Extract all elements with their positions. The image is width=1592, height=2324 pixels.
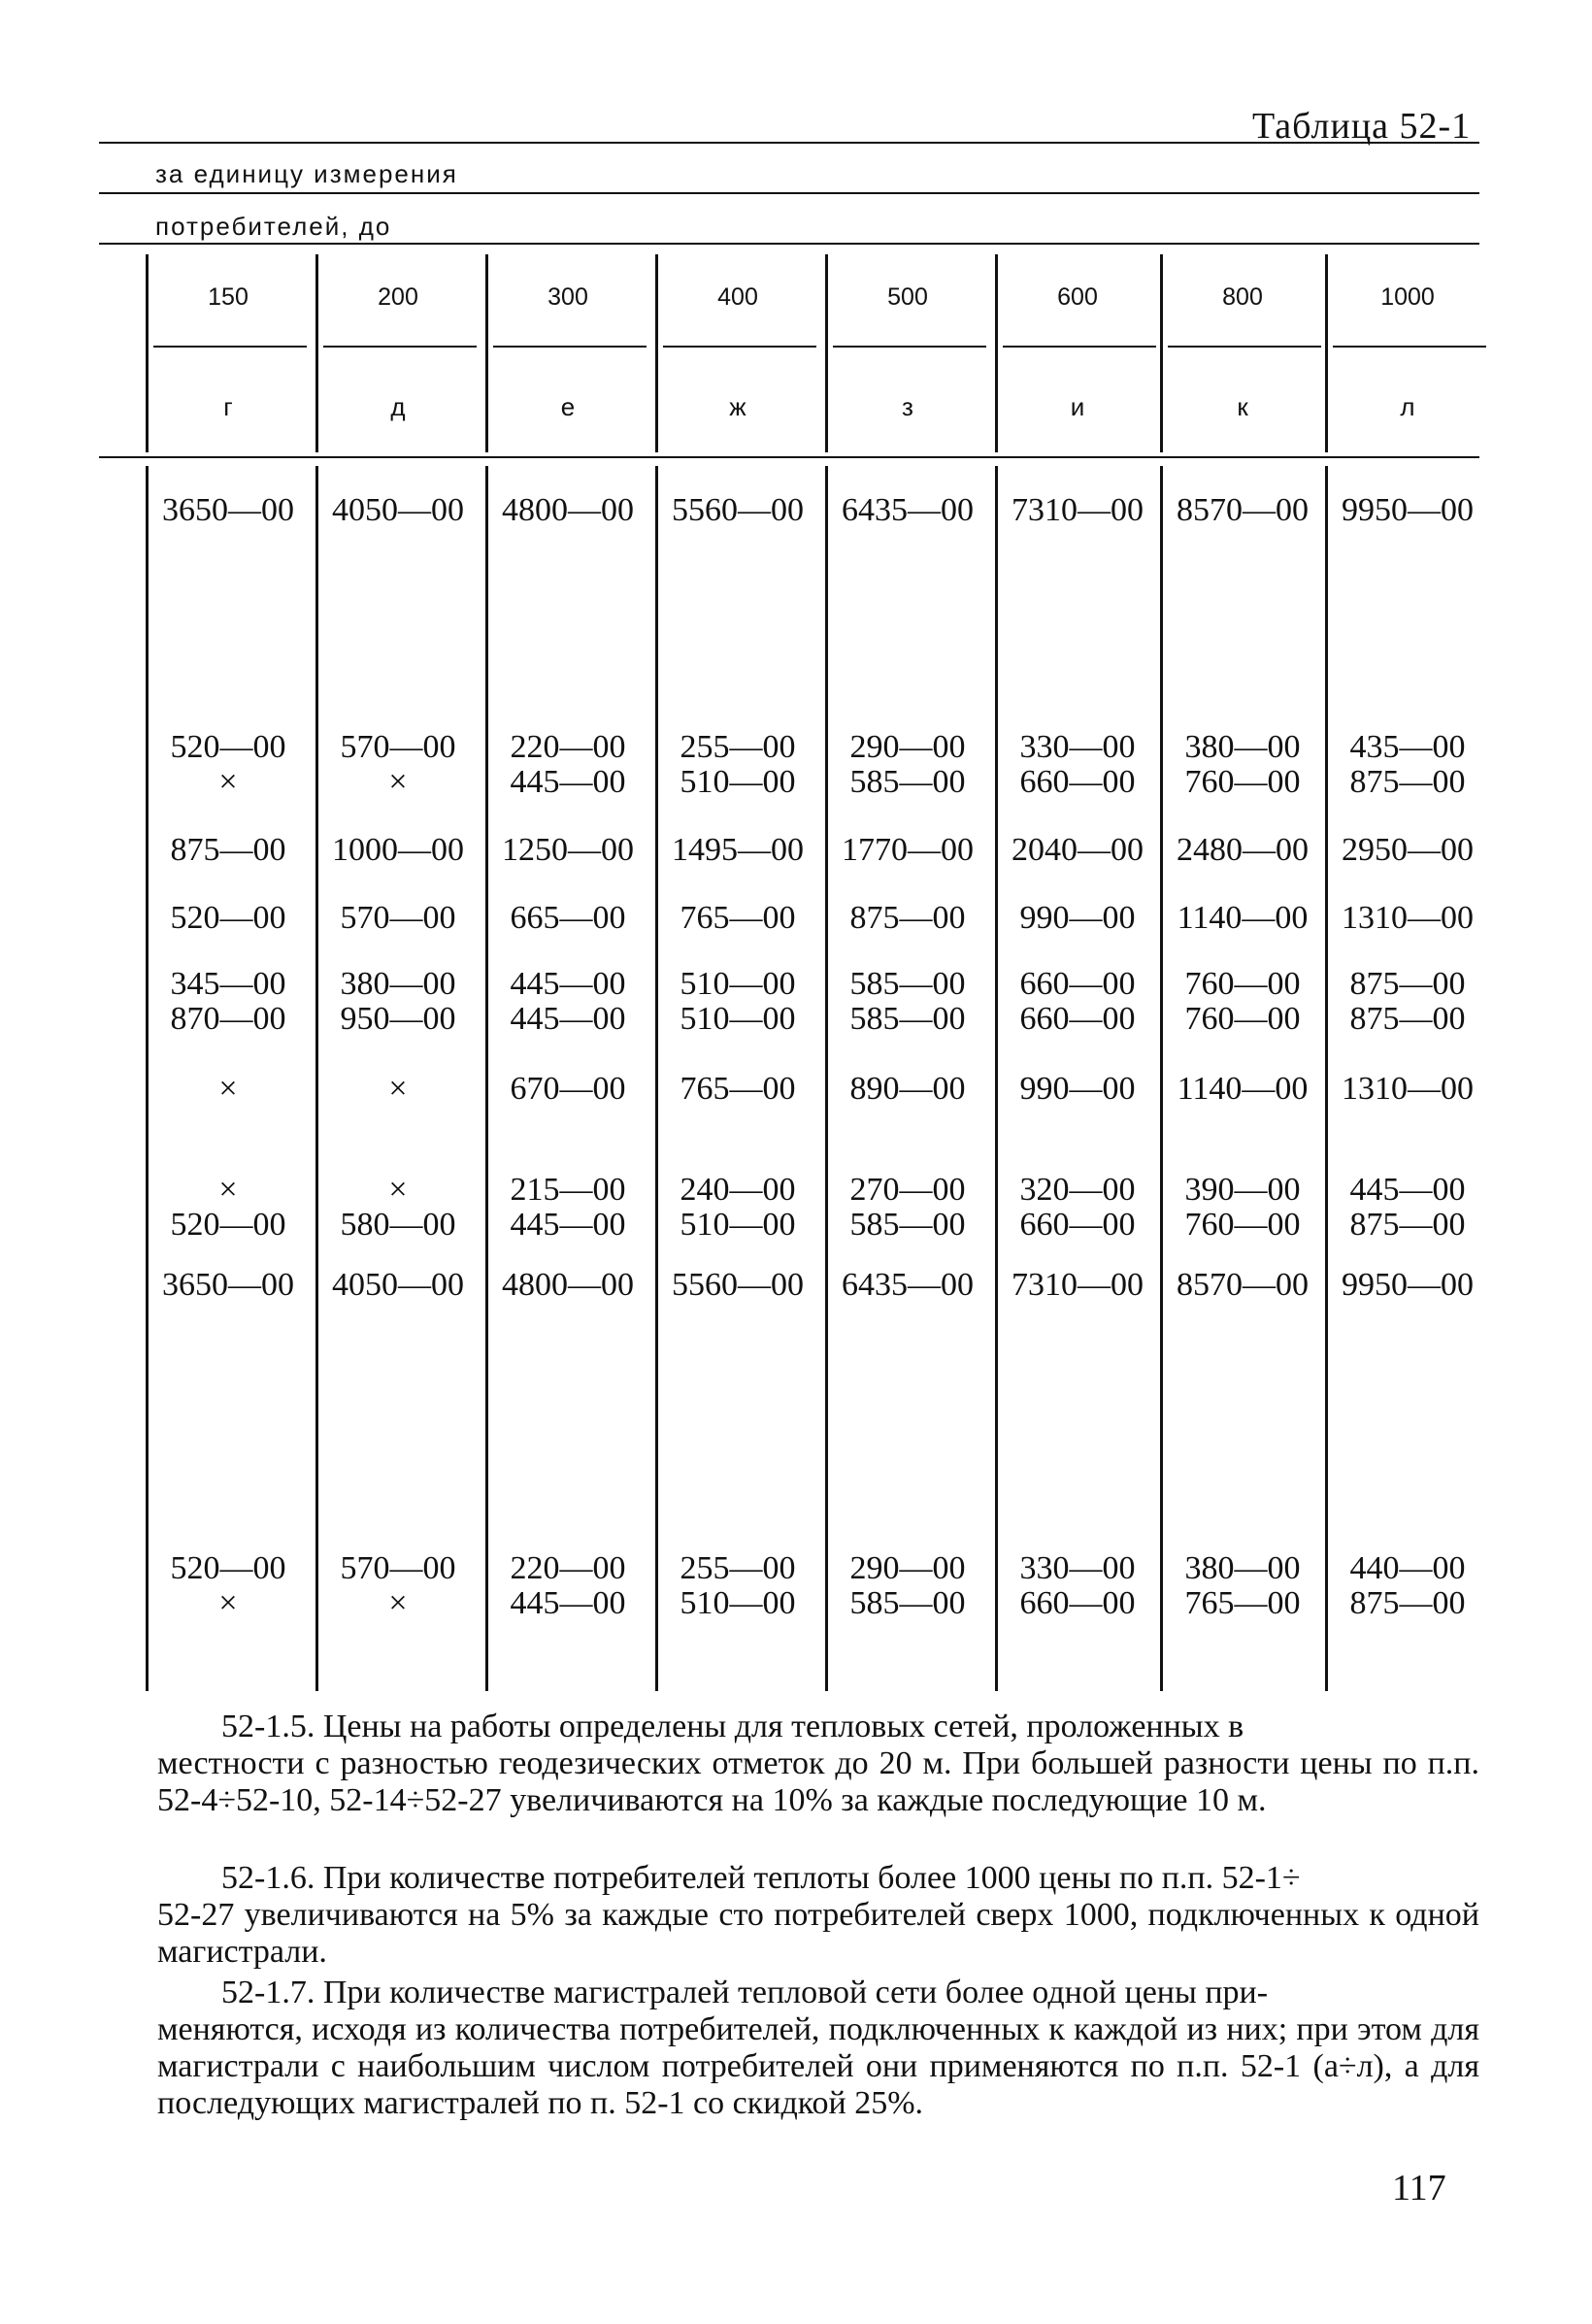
table-cell: 8570—00 xyxy=(1177,492,1309,528)
table-cell: 2480—00 xyxy=(1177,832,1309,868)
table-cell: 9950—00 xyxy=(1342,492,1474,528)
table-cell: 435—00 875—00 xyxy=(1349,729,1466,800)
table-cell: 290—00 585—00 xyxy=(849,729,966,800)
column-consumers-value: 200 xyxy=(378,283,418,311)
table-cell: 875—00 xyxy=(170,832,286,868)
table-cell: 4050—00 xyxy=(332,492,464,528)
table-cell: 570—00 × xyxy=(340,1550,456,1621)
table-cell: 570—00 xyxy=(340,900,456,936)
header-column-rule xyxy=(1325,254,1328,452)
table-caption: Таблица 52-1 xyxy=(1252,106,1472,147)
table-cell: 660—00 660—00 xyxy=(1019,966,1136,1037)
header-column-rule xyxy=(315,254,318,452)
table-cell: 875—00 xyxy=(849,900,966,936)
column-consumers-value: 150 xyxy=(208,283,249,311)
table-cell: 520—00 × xyxy=(170,729,286,800)
table-cell: 3650—00 xyxy=(162,1267,294,1303)
note-first-line: 52-1.7. При количестве магистралей тепловой сети более одной цены при- xyxy=(221,1975,1269,2010)
table-cell: 390—00 760—00 xyxy=(1184,1172,1301,1243)
table-cell: 585—00 585—00 xyxy=(849,966,966,1037)
table-cell: 765—00 xyxy=(680,900,796,936)
header-column-rule xyxy=(485,254,488,452)
table-cell: 990—00 xyxy=(1019,1071,1136,1107)
column-consumers-value: 400 xyxy=(717,283,758,311)
column-letter: и xyxy=(1070,392,1085,421)
table-cell: 4800—00 xyxy=(502,492,634,528)
column-subrule xyxy=(153,346,307,348)
note-rest: 52-27 увеличиваются на 5% за каждые сто потребителей сверх 1000, подключенных к одной магистрали. xyxy=(157,1897,1479,1970)
table-cell: 3650—00 xyxy=(162,492,294,528)
column-consumers-value: 300 xyxy=(547,283,588,311)
table-cell: 440—00 875—00 xyxy=(1349,1550,1466,1621)
header-column-rule xyxy=(146,254,149,452)
table-cell: 6435—00 xyxy=(842,1267,974,1303)
table-cell: 6435—00 xyxy=(842,492,974,528)
column-subrule xyxy=(323,346,477,348)
table-cell: 345—00 870—00 xyxy=(170,966,286,1037)
page-number: 117 xyxy=(1392,2168,1446,2208)
table-cell: × xyxy=(388,1071,408,1107)
column-subrule xyxy=(1003,346,1156,348)
table-cell: 1310—00 xyxy=(1342,900,1474,936)
table-cell: 270—00 585—00 xyxy=(849,1172,966,1243)
table-cell: 330—00 660—00 xyxy=(1019,1550,1136,1621)
table-cell: 445—00 445—00 xyxy=(510,966,626,1037)
column-letter: л xyxy=(1400,392,1415,421)
table-cell: × 520—00 xyxy=(170,1172,286,1243)
table-cell: 255—00 510—00 xyxy=(680,729,796,800)
table-cell: 7310—00 xyxy=(1012,492,1144,528)
table-cell: 1140—00 xyxy=(1177,900,1309,936)
column-letter: к xyxy=(1237,392,1248,421)
table-cell: 5560—00 xyxy=(672,1267,804,1303)
note-rest: местности с разностью геодезических отметок до 20 м. При большей разности цены по п.п. 52-4÷52-10, 52-14÷52-27 увеличиваются на 10% за каждые последующие 10 м. xyxy=(157,1745,1479,1818)
table-cell: 7310—00 xyxy=(1012,1267,1144,1303)
column-letter: е xyxy=(560,392,576,421)
unit-label: за единицу измерения xyxy=(155,159,458,188)
table-cell: 1770—00 xyxy=(842,832,974,868)
table-cell: 520—00 xyxy=(170,900,286,936)
table-cell: 890—00 xyxy=(849,1071,966,1107)
table-cell: 220—00 445—00 xyxy=(510,1550,626,1621)
column-consumers-value: 1000 xyxy=(1380,283,1435,311)
note-first-line: 52-1.6. При количестве потребителей теплоты более 1000 цены по п.п. 52-1÷ xyxy=(221,1860,1301,1896)
header-column-rule xyxy=(825,254,828,452)
column-letter: ж xyxy=(729,392,746,421)
top-rule xyxy=(99,142,1479,144)
column-letter: д xyxy=(390,392,406,421)
table-cell: 1000—00 xyxy=(332,832,464,868)
column-consumers-value: 500 xyxy=(887,283,928,311)
note-rest: меняются, исходя из количества потребителей, подключенных к каждой из них; при этом для магистрали с наибольшим числом потребителей они применяются по п.п. 52-1 (а÷л), а для последующих магистралей по п. 52-1 со скидкой 25%. xyxy=(157,2011,1479,2121)
table-cell: 220—00 445—00 xyxy=(510,729,626,800)
column-consumers-value: 600 xyxy=(1057,283,1098,311)
column-subrule xyxy=(663,346,816,348)
table-cell: 765—00 xyxy=(680,1071,796,1107)
table-cell: 990—00 xyxy=(1019,900,1136,936)
table-cell: 2950—00 xyxy=(1342,832,1474,868)
column-subrule xyxy=(493,346,647,348)
table-cell: 9950—00 xyxy=(1342,1267,1474,1303)
table-cell: 445—00 875—00 xyxy=(1349,1172,1466,1243)
table-cell: 1495—00 xyxy=(672,832,804,868)
note-52-1-7 xyxy=(157,1975,1479,2122)
table-cell: × xyxy=(218,1071,238,1107)
header-column-rule xyxy=(995,254,998,452)
note-first-line: 52-1.5. Цены на работы определены для тепловых сетей, проложенных в xyxy=(221,1709,1244,1744)
table-cell: 8570—00 xyxy=(1177,1267,1309,1303)
table-cell: 330—00 660—00 xyxy=(1019,729,1136,800)
table-cell: 215—00 445—00 xyxy=(510,1172,626,1243)
table-cell: 1250—00 xyxy=(502,832,634,868)
table-cell: 5560—00 xyxy=(672,492,804,528)
table-cell: 380—00 765—00 xyxy=(1184,1550,1301,1621)
column-subrule xyxy=(1333,346,1486,348)
column-letter: з xyxy=(902,392,913,421)
table-cell: 670—00 xyxy=(510,1071,626,1107)
table-cell: 4800—00 xyxy=(502,1267,634,1303)
note-52-1-5 xyxy=(157,1709,1479,1819)
column-consumers-value: 800 xyxy=(1222,283,1263,311)
table-cell: 290—00 585—00 xyxy=(849,1550,966,1621)
table-cell: 4050—00 xyxy=(332,1267,464,1303)
unit-rule xyxy=(99,192,1479,194)
table-cell: 875—00 875—00 xyxy=(1349,966,1466,1037)
table-cell: 1310—00 xyxy=(1342,1071,1474,1107)
note-52-1-6 xyxy=(157,1860,1479,1971)
table-cell: × 580—00 xyxy=(340,1172,456,1243)
table-cell: 2040—00 xyxy=(1012,832,1144,868)
table-cell: 570—00 × xyxy=(340,729,456,800)
table-cell: 520—00 × xyxy=(170,1550,286,1621)
column-letter: г xyxy=(223,392,233,421)
table-cell: 255—00 510—00 xyxy=(680,1550,796,1621)
header-column-rule xyxy=(655,254,658,452)
header-column-rule xyxy=(1160,254,1163,452)
consumers-label: потребителей, до xyxy=(155,212,392,241)
table-cell: 240—00 510—00 xyxy=(680,1172,796,1243)
table-cell: 380—00 950—00 xyxy=(340,966,456,1037)
table-cell: 320—00 660—00 xyxy=(1019,1172,1136,1243)
table-cell: 380—00 760—00 xyxy=(1184,729,1301,800)
table-cell: 1140—00 xyxy=(1177,1071,1309,1107)
column-subrule xyxy=(833,346,986,348)
table-cell: 510—00 510—00 xyxy=(680,966,796,1037)
header-bottom-rule xyxy=(99,456,1479,458)
table-cell: 760—00 760—00 xyxy=(1184,966,1301,1037)
column-subrule xyxy=(1168,346,1321,348)
table-cell: 665—00 xyxy=(510,900,626,936)
consumers-rule xyxy=(99,243,1479,245)
